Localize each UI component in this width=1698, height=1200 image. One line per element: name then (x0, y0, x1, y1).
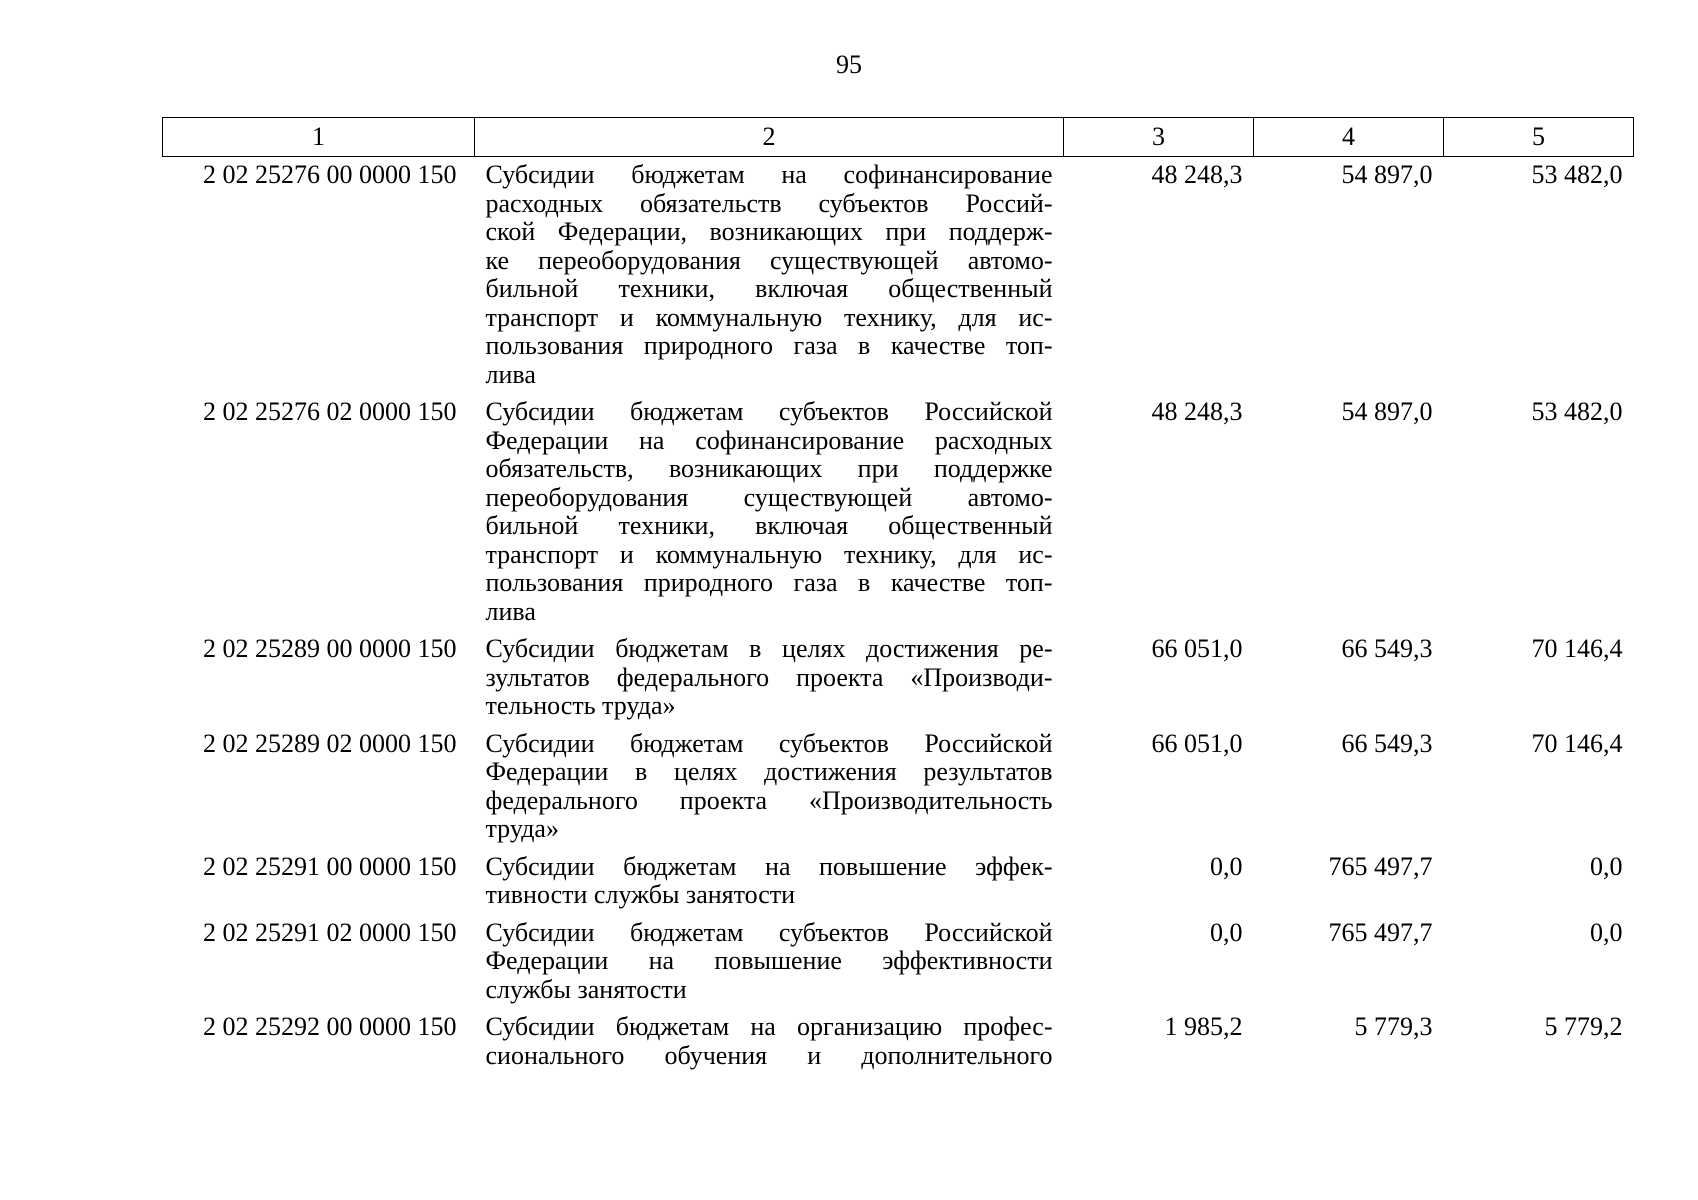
row-value-col4: 54 897,0 (1341, 397, 1433, 426)
description-line: транспорт и коммунальную технику, для ис- (485, 539, 1053, 569)
row-value-col3: 48 248,3 (1151, 397, 1243, 426)
row-value-col5: 0,0 (1590, 917, 1623, 947)
description-line: бильной техники, включая общественный (485, 274, 1053, 303)
row-code: 2 02 25289 00 0000 150 (203, 634, 457, 663)
row-code: 2 02 25291 00 0000 150 (203, 851, 457, 881)
description-line: пользования природного газа в качестве топ- (485, 568, 1053, 597)
row-value-col4: 5 779,3 (1354, 1012, 1433, 1041)
row-value-col4: 54 897,0 (1341, 160, 1433, 189)
row-value-col3: 66 051,0 (1151, 634, 1243, 663)
row-code: 2 02 25291 02 0000 150 (203, 917, 457, 947)
row-value-col4: 66 549,3 (1341, 728, 1433, 758)
description-line: труда» (485, 814, 559, 843)
row-value-col5: 70 146,4 (1531, 634, 1623, 663)
row-description (475, 919, 1064, 1014)
row-value-col3: 1 985,2 (1164, 1012, 1243, 1041)
table-row (163, 398, 1634, 635)
row-value-col5: 5 779,2 (1544, 1012, 1623, 1041)
row-value-col3: 48 248,3 (1151, 160, 1243, 189)
description-line: обязательств, возникающих при поддержке (485, 454, 1053, 483)
description-line: расходных обязательств субъектов Россий- (485, 188, 1053, 218)
row-code: 2 02 25289 02 0000 150 (203, 728, 457, 758)
row-value-col4: 66 549,3 (1341, 634, 1433, 663)
description-line: ке переоборудования существующей автомо- (485, 245, 1053, 275)
description-line: пользования природного газа в качестве топ- (485, 331, 1053, 360)
row-value-col5: 53 482,0 (1531, 160, 1623, 189)
description-line: Субсидии бюджетам на софинансирование (485, 160, 1053, 189)
column-header-1: 1 (163, 118, 475, 157)
description-line: Субсидии бюджетам на организацию профес- (485, 1012, 1053, 1041)
description-line: Субсидии бюджетам субъектов Российской (485, 917, 1053, 947)
description-line: переоборудования существующей автомо- (485, 482, 1053, 512)
description-line: Субсидии бюджетам субъектов Российской (485, 397, 1053, 426)
page-number: 95 (836, 50, 862, 79)
description-line: тельность труда» (485, 691, 676, 720)
row-description (475, 157, 1064, 399)
description-line: Субсидии бюджетам в целях достижения ре- (485, 634, 1053, 663)
row-value-col5: 0,0 (1590, 851, 1623, 881)
description-line: Субсидии бюджетам на повышение эффек- (485, 851, 1053, 881)
header-row (163, 118, 1634, 157)
row-description (475, 730, 1064, 853)
column-header-3: 3 (1064, 118, 1254, 157)
row-value-col3: 66 051,0 (1151, 728, 1243, 758)
row-description (475, 635, 1064, 730)
description-line: службы занятости (485, 974, 687, 1004)
row-value-col3: 0,0 (1210, 917, 1243, 947)
row-value-col5: 53 482,0 (1531, 397, 1623, 426)
table-row (163, 1013, 1634, 1079)
row-code: 2 02 25276 02 0000 150 (203, 397, 457, 426)
description-line: Субсидии бюджетам субъектов Российской (485, 728, 1053, 758)
table-row (163, 157, 1634, 399)
row-value-col5: 70 146,4 (1531, 728, 1623, 758)
description-line: тивности службы занятости (485, 880, 796, 909)
row-description (475, 1013, 1064, 1079)
budget-table (162, 117, 1634, 1079)
description-line: транспорт и коммунальную технику, для ис- (485, 302, 1053, 332)
description-line: Федерации на повышение эффективности (485, 946, 1053, 975)
table-row (163, 853, 1634, 919)
table-header (163, 118, 1634, 157)
row-value-col4: 765 497,7 (1328, 851, 1433, 881)
row-value-col3: 0,0 (1210, 851, 1243, 881)
description-line: зультатов федерального проекта «Производи- (485, 662, 1053, 692)
row-description (475, 853, 1064, 919)
description-line: лива (485, 596, 536, 626)
description-line: ской Федерации, возникающих при поддерж- (485, 217, 1053, 246)
description-line: сионального обучения и дополнительного (485, 1040, 1053, 1070)
description-line: Федерации на софинансирование расходных (485, 425, 1053, 455)
column-header-2: 2 (475, 118, 1064, 157)
table-row (163, 919, 1634, 1014)
row-code: 2 02 25292 00 0000 150 (203, 1012, 457, 1041)
table-row (163, 635, 1634, 730)
description-line: бильной техники, включая общественный (485, 511, 1053, 540)
table-row (163, 730, 1634, 853)
row-value-col4: 765 497,7 (1328, 917, 1433, 947)
description-line: федерального проекта «Производительность (485, 785, 1053, 815)
column-header-5: 5 (1444, 118, 1634, 157)
row-code: 2 02 25276 00 0000 150 (203, 160, 457, 189)
table-body (163, 157, 1634, 1080)
column-header-4: 4 (1254, 118, 1444, 157)
description-line: лива (485, 359, 536, 389)
row-description (475, 398, 1064, 635)
description-line: Федерации в целях достижения результатов (485, 757, 1053, 786)
